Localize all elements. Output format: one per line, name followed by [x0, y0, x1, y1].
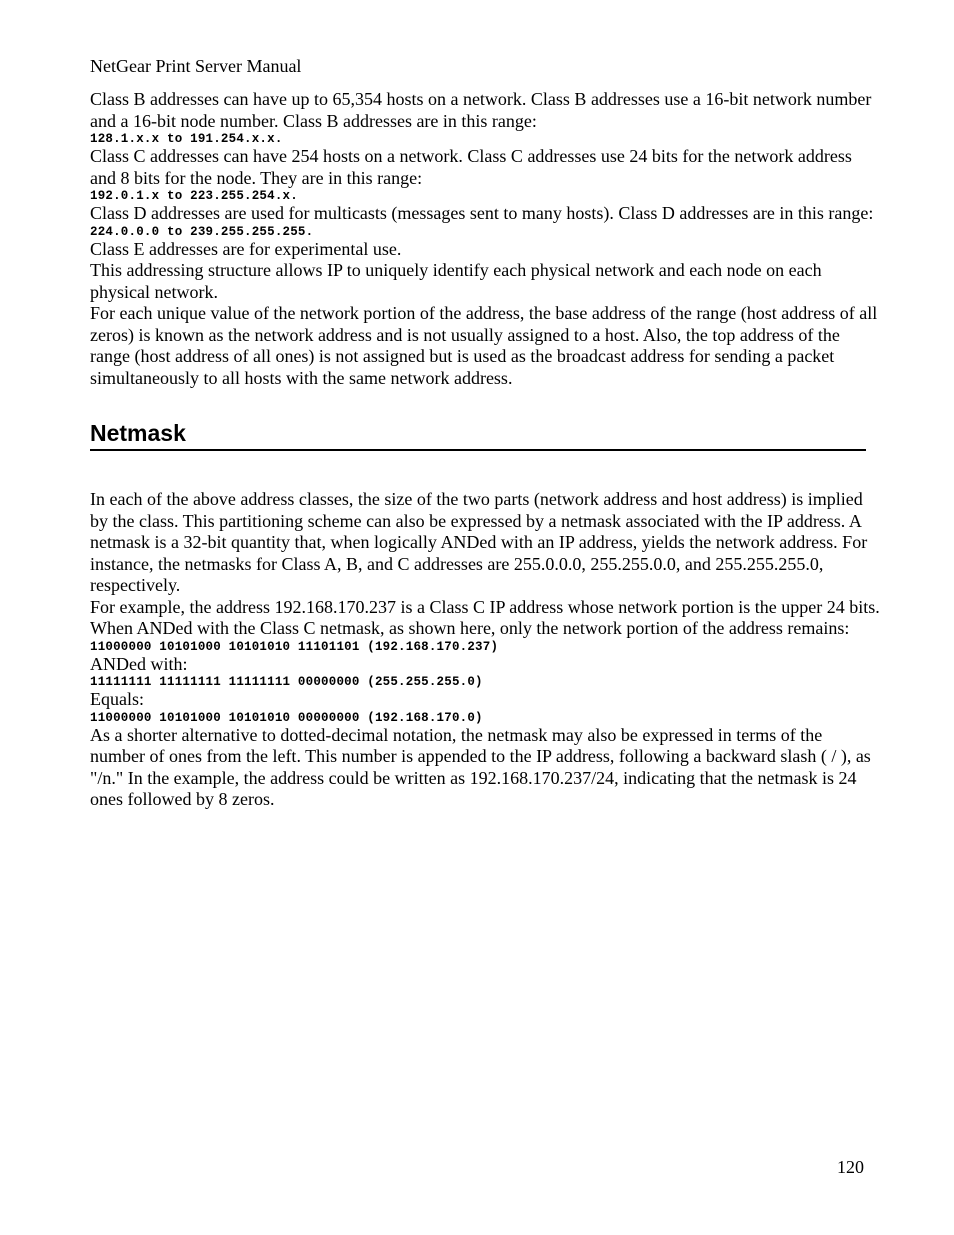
paragraph-class-b: Class B addresses can have up to 65,354 hosts on a network. Class B addresses use a 16-bit network number and a 16-bit node number. Class B addresses are in this range:: [90, 89, 872, 131]
code-class-c-range: 192.0.1.x to 223.255.254.x.: [90, 189, 298, 203]
page-content: [90, 89, 880, 811]
paragraph-class-e: Class E addresses are for experimental use.: [90, 238, 402, 259]
paragraph-class-c: Class C addresses can have 254 hosts on a network. Class C addresses use 24 bits for the network address and 8 bits for the node. They are in this range:: [90, 146, 852, 188]
paragraph-class-d: Class D addresses are used for multicasts (messages sent to many hosts). Class D addresses are in this range:: [90, 203, 874, 223]
code-class-d-range: 224.0.0.0 to 239.255.255.255.: [90, 224, 314, 239]
paragraph-cidr-notation: As a shorter alternative to dotted-decimal notation, the netmask may also be expressed in terms of the number of ones from the left. This number is appended to the IP address, following a backward slash ( / ), as "/n." In the example, the address could be written as 192.168.170.237/24, indicating that the netmask is 24 ones followed by 8 zeros.: [90, 724, 871, 809]
paragraph-addressing-structure: This addressing structure allows IP to uniquely identify each physical network and each node on each physical network.: [90, 260, 822, 302]
page-number: 120: [837, 1157, 864, 1177]
paragraph-netmask-intro: In each of the above address classes, the size of the two parts (network address and host address) is implied by the class. This partitioning scheme can also be expressed by a netmask associated with the IP address. A netmask is a 32-bit quantity that, when logically ANDed with an IP address, yields the network address. For instance, the netmasks for Class A, B, and C addresses are 255.0.0.0, 255.255.0.0, and 255.255.255.0, respectively.: [90, 489, 868, 595]
running-header: NetGear Print Server Manual: [90, 56, 302, 76]
paragraph-anded-with: ANDed with:: [90, 653, 188, 674]
paragraph-equals: Equals:: [90, 689, 144, 709]
code-ip-binary: 11000000 10101000 10101010 11101101 (192.168.170.237): [90, 639, 499, 654]
code-class-b-range: 128.1.x.x to 191.254.x.x.: [90, 132, 283, 146]
code-result-binary: 11000000 10101000 10101010 00000000 (192.168.170.0): [90, 710, 483, 725]
code-netmask-binary: 11111111 11111111 11111111 00000000 (255.255.255.0): [90, 675, 483, 689]
heading-spacer: [90, 451, 880, 489]
paragraph-network-address: For each unique value of the network portion of the address, the base address of the range (host address of all zeros) is known as the network address and is not usually assigned to a host. Also, the top address of the range (host address of all ones) is not assigned but is used as the broadcast address for sending a packet simultaneously to all hosts with the same network address.: [90, 303, 878, 388]
section-heading-netmask: Netmask: [90, 419, 866, 451]
paragraph-netmask-example: For example, the address 192.168.170.237 is a Class C IP address whose network portion is the upper 24 bits. When ANDed with the Class C netmask, as shown here, only the network portion of the address remains:: [90, 596, 880, 638]
